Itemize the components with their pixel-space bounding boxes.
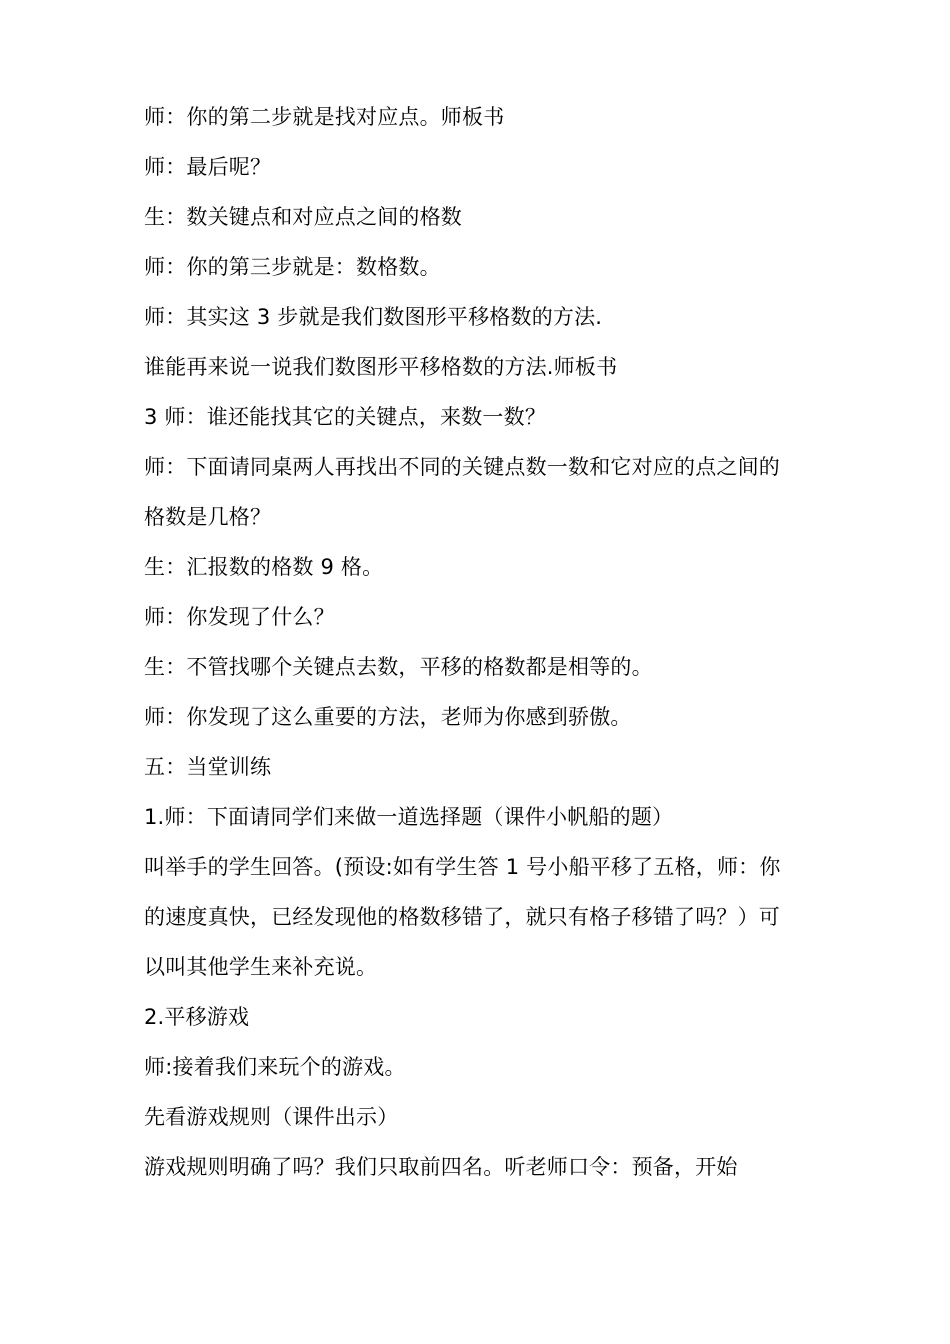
text-line: 3 师：谁还能找其它的关键点，来数一数？ (144, 405, 547, 429)
text-line: 师：下面请同桌两人再找出不同的关键点数一数和它对应的点之间的 (144, 455, 780, 479)
text-line: 师：你的第三步就是：数格数。 (144, 255, 441, 279)
text-line: 生：汇报数的格数 9 格。 (144, 555, 384, 579)
text-line: 先看游戏规则（课件出示） (144, 1105, 399, 1129)
text-line: 游戏规则明确了吗？我们只取前四名。听老师口令：预备，开始 (144, 1155, 738, 1179)
text-line: 格数是几格？ (144, 505, 272, 529)
text-line: 以叫其他学生来补充说。 (144, 955, 378, 979)
text-line: 谁能再来说一说我们数图形平移格数的方法.师板书 (144, 355, 618, 379)
text-line: 师：你的第二步就是找对应点。师板书 (144, 105, 505, 129)
text-line: 师：你发现了这么重要的方法，老师为你感到骄傲。 (144, 705, 632, 729)
text-line: 生：不管找哪个关键点去数，平移的格数都是相等的。 (144, 655, 653, 679)
text-line: 师：最后呢？ (144, 155, 272, 179)
text-line: 师：你发现了什么？ (144, 605, 335, 629)
text-line: 1.师：下面请同学们来做一道选择题（课件小帆船的题） (144, 805, 674, 829)
text-line: 师:接着我们来玩个的游戏。 (144, 1055, 406, 1079)
text-line: 师：其实这 3 步就是我们数图形平移格数的方法. (144, 305, 603, 329)
section-heading: 五：当堂训练 (144, 755, 272, 779)
text-line: 的速度真快，已经发现他的格数移错了，就只有格子移错了吗？）可 (144, 905, 780, 929)
text-line: 生：数关键点和对应点之间的格数 (144, 205, 462, 229)
text-line: 叫举手的学生回答。(预设:如有学生答 1 号小船平移了五格，师：你 (144, 855, 781, 879)
text-line: 2.平移游戏 (144, 1005, 250, 1029)
